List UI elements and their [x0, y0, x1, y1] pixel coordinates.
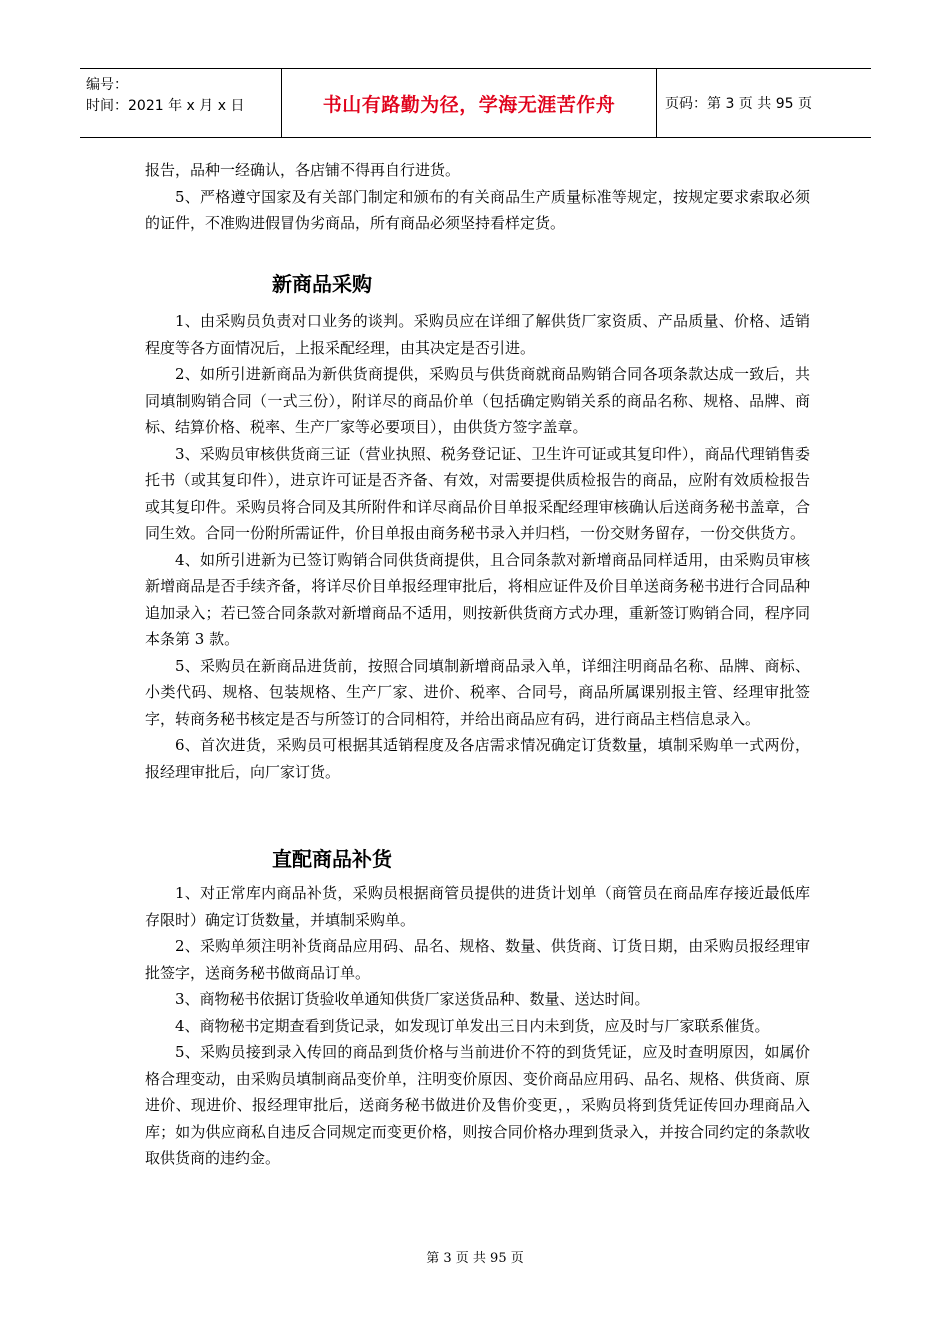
- paragraph: 4、如所引进新为已签订购销合同供货商提供，且合同条款对新增商品同样适用，由采购员审核新增商品是否手续齐备，将详尽价目单报经理审批后，将相应证件及价目单送商务秘书进行合同品种追加录入；若已签合同条款对新增商品不适用，则按新供货商方式办理，重新签订购销合同，程序同本条第 3 款。: [145, 550, 810, 648]
- header-page-info: 页码：第 3 页 共 95 页: [665, 96, 812, 112]
- header-meta-cell: [80, 69, 282, 137]
- header-motto: 书山有路勤为径，学海无涯苦作舟: [282, 69, 657, 137]
- paragraph: 6、首次进货，采购员可根据其适销程度及各店需求情况确定订货数量，填制采购单一式两份，报经理审批后，向厂家订货。: [145, 736, 810, 781]
- paragraph: 1、由采购员负责对口业务的谈判。采购员应在详细了解供货厂家资质、产品质量、价格、适销程度等各方面情况后，上报采配经理，由其决定是否引进。: [145, 312, 810, 357]
- intro-paragraph: 5、严格遵守国家及有关部门制定和颁布的有关商品生产质量标准等规定，按规定要求索取必须的证件，不准购进假冒伪劣商品，所有商品必须坚持看样定货。: [145, 187, 810, 232]
- paragraph: 2、如所引进新商品为新供货商提供，采购员与供货商就商品购销合同各项条款达成一致后，共同填制购销合同（一式三份），附详尽的商品价单（包括确定购销关系的商品名称、规格、品牌、商标、结算价格、税率、生产厂家等必要项目），由供货方签字盖章。: [145, 365, 810, 436]
- intro-block: [145, 157, 810, 237]
- section-title-new-products: 新商品采购: [272, 272, 372, 296]
- paragraph: 1、对正常库内商品补货，采购员根据商管员提供的进货计划单（商管员在商品库存接近最低库存限时）确定订货数量，并填制采购单。: [145, 884, 810, 929]
- paragraph: 5、采购员接到录入传回的商品到货价格与当前进价不符的到货凭证，应及时查明原因，如属价格合理变动，由采购员填制商品变价单，注明变价原因、变价商品应用码、品名、规格、供货商、原进价、现进价、报经理审批后，送商务秘书做进价及售价变更，，采购员将到货凭证传回办理商品入库；如为供应商私自违反合同规定而变更价格，则按合同价格办理到货录入，并按合同约定的条款收取供货商的违约金。: [145, 1043, 810, 1167]
- section-replenishment: [145, 880, 810, 1172]
- header-table: [80, 68, 871, 138]
- paragraph: 5、采购员在新商品进货前，按照合同填制新增商品录入单，详细注明商品名称、品牌、商标、小类代码、规格、包装规格、生产厂家、进价、税率、合同号，商品所属课别报主管、经理审批签字，转商务秘书核定是否与所签订的合同相符，并给出商品应有码，进行商品主档信息录入。: [145, 656, 810, 728]
- section-new-products: [145, 308, 810, 785]
- paragraph: 4、商物秘书定期查看到货记录，如发现订单发出三日内未到货，应及时与厂家联系催货。: [175, 1016, 770, 1035]
- intro-paragraph: 报告，品种一经确认，各店铺不得再自行进货。: [145, 161, 461, 179]
- page-footer: 第 3 页 共 95 页: [426, 1251, 524, 1266]
- paragraph: 3、商物秘书依据订货验收单通知供货厂家送货品种、数量、送达时间。: [175, 990, 650, 1008]
- paragraph: 2、采购单须注明补货商品应用码、品名、规格、数量、供货商、订货日期，由采购员报经理审批签字，送商务秘书做商品订单。: [145, 937, 810, 982]
- section-title-replenishment: 直配商品补货: [272, 847, 392, 871]
- paragraph: 3、采购员审核供货商三证（营业执照、税务登记证、卫生许可证或其复印件），商品代理销售委托书（或其复印件），进京许可证是否齐备、有效，对需要提供质检报告的商品，应附有效质检报告或其复印件。采购员将合同及其所附件和详尽商品价目单报采配经理审核确认后送商务秘书盖章，合同生效。合同一份附所需证件，价目单报由商务秘书录入并归档，一份交财务留存，一份交供货方。: [145, 444, 810, 542]
- date-label: 时间：2021 年 x 月 x 日: [86, 98, 245, 114]
- number-label: 编号：: [86, 77, 128, 93]
